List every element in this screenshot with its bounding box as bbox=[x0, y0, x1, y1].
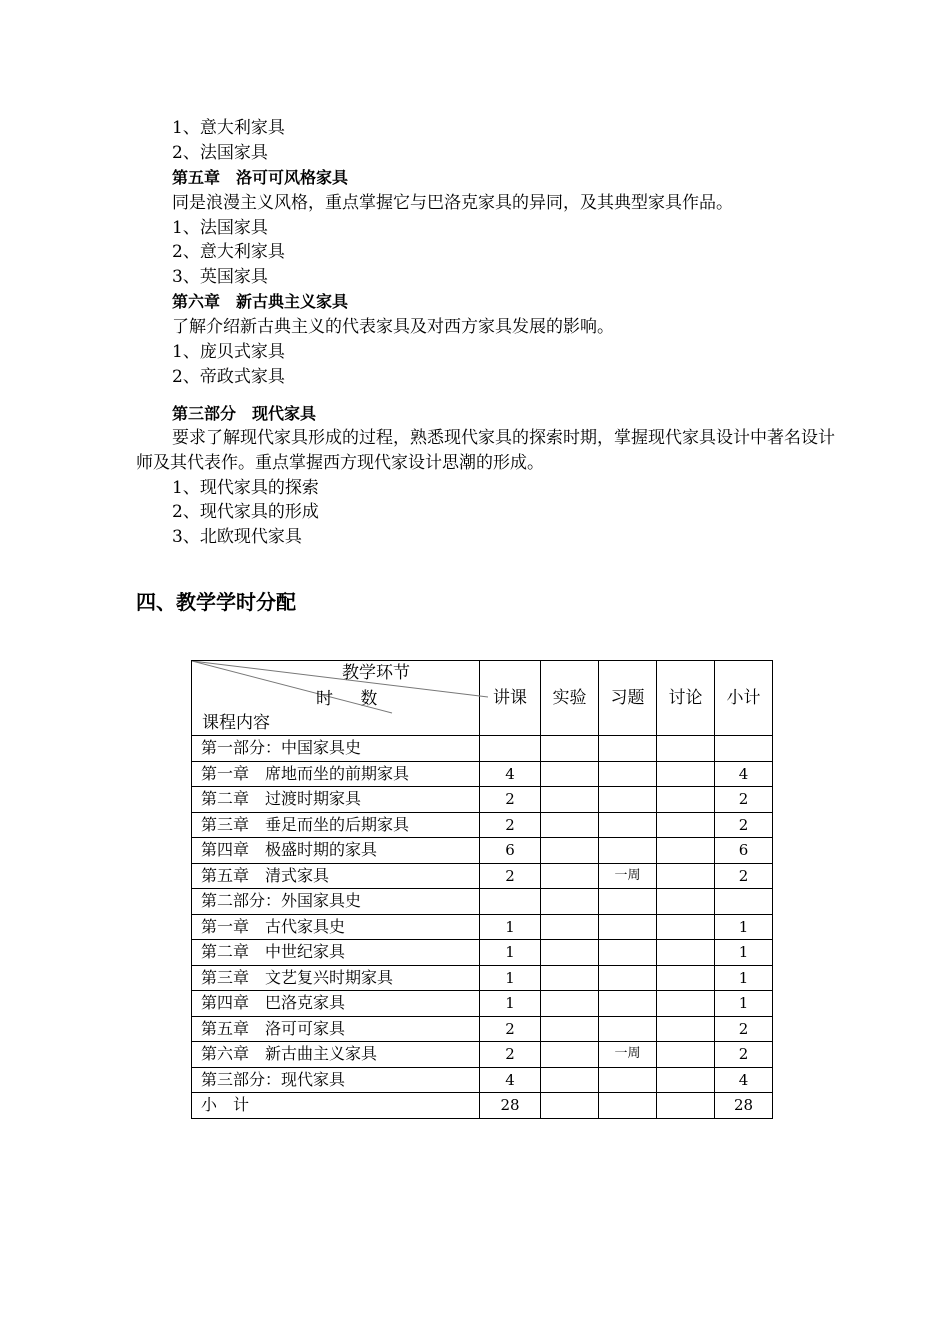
cell-lecture: 2 bbox=[480, 863, 541, 889]
table-row bbox=[192, 838, 773, 864]
row-label: 小 计 bbox=[192, 1093, 480, 1119]
list-item: 2、现代家具的形成 bbox=[172, 502, 319, 522]
header-diag-bottom: 课程内容 bbox=[202, 713, 270, 733]
row-label: 第一章 古代家具史 bbox=[192, 914, 480, 940]
section-heading: 四、教学学时分配 bbox=[136, 590, 296, 614]
chapter-description: 同是浪漫主义风格，重点掌握它与巴洛克家具的异同，及其典型家具作品。 bbox=[172, 193, 733, 213]
table-row bbox=[192, 1093, 773, 1119]
cell-discussion bbox=[657, 761, 715, 787]
row-label: 第五章 洛可可家具 bbox=[192, 1016, 480, 1042]
cell-lab bbox=[541, 965, 599, 991]
cell-exercise: 一周 bbox=[599, 1042, 657, 1068]
header-diag-mid: 时 数 bbox=[316, 689, 378, 709]
cell-lab bbox=[541, 1016, 599, 1042]
cell-lecture: 1 bbox=[480, 991, 541, 1017]
cell-discussion bbox=[657, 889, 715, 915]
cell-lecture: 2 bbox=[480, 787, 541, 813]
cell-subtotal bbox=[715, 889, 773, 915]
row-label: 第五章 清式家具 bbox=[192, 863, 480, 889]
table-row bbox=[192, 914, 773, 940]
cell-exercise bbox=[599, 1067, 657, 1093]
cell-discussion bbox=[657, 1016, 715, 1042]
cell-discussion bbox=[657, 965, 715, 991]
cell-exercise bbox=[599, 761, 657, 787]
table-row bbox=[192, 965, 773, 991]
cell-exercise bbox=[599, 991, 657, 1017]
cell-lecture: 4 bbox=[480, 1067, 541, 1093]
cell-lecture: 1 bbox=[480, 914, 541, 940]
list-item: 1、意大利家具 bbox=[172, 118, 285, 138]
cell-subtotal: 2 bbox=[715, 1042, 773, 1068]
table-row bbox=[192, 1042, 773, 1068]
cell-subtotal: 6 bbox=[715, 838, 773, 864]
cell-subtotal: 2 bbox=[715, 863, 773, 889]
list-item: 1、庞贝式家具 bbox=[172, 342, 285, 362]
cell-lecture: 1 bbox=[480, 940, 541, 966]
cell-lab bbox=[541, 914, 599, 940]
cell-subtotal: 4 bbox=[715, 1067, 773, 1093]
cell-lecture: 4 bbox=[480, 761, 541, 787]
cell-lab bbox=[541, 838, 599, 864]
cell-subtotal: 1 bbox=[715, 914, 773, 940]
cell-discussion bbox=[657, 838, 715, 864]
cell-discussion bbox=[657, 787, 715, 813]
col-header-discussion: 讨论 bbox=[657, 661, 715, 736]
row-label: 第二部分：外国家具史 bbox=[192, 889, 480, 915]
cell-discussion bbox=[657, 812, 715, 838]
cell-exercise bbox=[599, 889, 657, 915]
row-label: 第六章 新古曲主义家具 bbox=[192, 1042, 480, 1068]
cell-lab bbox=[541, 940, 599, 966]
table-row bbox=[192, 991, 773, 1017]
table-row bbox=[192, 940, 773, 966]
cell-lecture: 6 bbox=[480, 838, 541, 864]
col-header-exercise: 习题 bbox=[599, 661, 657, 736]
cell-discussion bbox=[657, 991, 715, 1017]
chapter-description: 了解介绍新古典主义的代表家具及对西方家具发展的影响。 bbox=[172, 317, 614, 337]
cell-subtotal: 2 bbox=[715, 812, 773, 838]
chapter-heading: 第六章 新古典主义家具 bbox=[172, 292, 349, 311]
cell-lab bbox=[541, 863, 599, 889]
cell-subtotal: 2 bbox=[715, 787, 773, 813]
cell-lecture: 1 bbox=[480, 965, 541, 991]
list-item: 1、现代家具的探索 bbox=[172, 478, 319, 498]
cell-lecture: 2 bbox=[480, 1016, 541, 1042]
cell-exercise: 一周 bbox=[599, 863, 657, 889]
table-row bbox=[192, 812, 773, 838]
cell-subtotal: 1 bbox=[715, 965, 773, 991]
cell-subtotal: 1 bbox=[715, 940, 773, 966]
list-item: 2、意大利家具 bbox=[172, 242, 285, 262]
cell-discussion bbox=[657, 1067, 715, 1093]
table-header-row bbox=[192, 661, 773, 736]
col-header-lab: 实验 bbox=[541, 661, 599, 736]
cell-lab bbox=[541, 889, 599, 915]
cell-exercise bbox=[599, 787, 657, 813]
col-header-lecture: 讲课 bbox=[480, 661, 541, 736]
cell-discussion bbox=[657, 736, 715, 762]
cell-lecture bbox=[480, 736, 541, 762]
diagonal-header-cell bbox=[192, 661, 480, 736]
part-description bbox=[136, 426, 836, 476]
cell-discussion bbox=[657, 914, 715, 940]
cell-lecture: 2 bbox=[480, 1042, 541, 1068]
cell-lab bbox=[541, 761, 599, 787]
row-label: 第三章 垂足而坐的后期家具 bbox=[192, 812, 480, 838]
cell-exercise bbox=[599, 812, 657, 838]
list-item: 3、英国家具 bbox=[172, 267, 268, 287]
cell-subtotal: 2 bbox=[715, 1016, 773, 1042]
row-label: 第三章 文艺复兴时期家具 bbox=[192, 965, 480, 991]
part-description-text: 要求了解现代家具形成的过程，熟悉现代家具的探索时期，掌握现代家具设计中著名设计师及其代表作。重点掌握西方现代家设计思潮的形成。 bbox=[136, 428, 835, 473]
cell-subtotal: 1 bbox=[715, 991, 773, 1017]
cell-discussion bbox=[657, 940, 715, 966]
cell-exercise bbox=[599, 965, 657, 991]
cell-lecture bbox=[480, 889, 541, 915]
row-label: 第一章 席地而坐的前期家具 bbox=[192, 761, 480, 787]
table-row bbox=[192, 761, 773, 787]
list-item: 1、法国家具 bbox=[172, 218, 268, 238]
col-header-subtotal: 小计 bbox=[715, 661, 773, 736]
cell-lab bbox=[541, 991, 599, 1017]
row-label: 第二章 中世纪家具 bbox=[192, 940, 480, 966]
cell-discussion bbox=[657, 863, 715, 889]
row-label: 第二章 过渡时期家具 bbox=[192, 787, 480, 813]
chapter-heading: 第五章 洛可可风格家具 bbox=[172, 168, 349, 187]
table-row bbox=[192, 1067, 773, 1093]
row-label: 第三部分：现代家具 bbox=[192, 1067, 480, 1093]
cell-subtotal: 28 bbox=[715, 1093, 773, 1119]
cell-lab bbox=[541, 1067, 599, 1093]
cell-lab bbox=[541, 736, 599, 762]
table-row bbox=[192, 787, 773, 813]
table-row bbox=[192, 736, 773, 762]
list-item: 2、帝政式家具 bbox=[172, 367, 285, 387]
cell-subtotal: 4 bbox=[715, 761, 773, 787]
cell-subtotal bbox=[715, 736, 773, 762]
table-row bbox=[192, 863, 773, 889]
part-heading: 第三部分 现代家具 bbox=[172, 404, 317, 423]
row-label: 第一部分：中国家具史 bbox=[192, 736, 480, 762]
header-diag-top: 教学环节 bbox=[342, 663, 410, 683]
cell-exercise bbox=[599, 838, 657, 864]
table-row bbox=[192, 889, 773, 915]
cell-lab bbox=[541, 812, 599, 838]
cell-lecture: 2 bbox=[480, 812, 541, 838]
table-body bbox=[192, 736, 773, 1119]
hours-table bbox=[191, 660, 773, 1119]
cell-lab bbox=[541, 787, 599, 813]
list-item: 3、北欧现代家具 bbox=[172, 527, 302, 547]
row-label: 第四章 极盛时期的家具 bbox=[192, 838, 480, 864]
cell-discussion bbox=[657, 1093, 715, 1119]
cell-exercise bbox=[599, 914, 657, 940]
table-row bbox=[192, 1016, 773, 1042]
cell-discussion bbox=[657, 1042, 715, 1068]
cell-exercise bbox=[599, 1093, 657, 1119]
cell-exercise bbox=[599, 736, 657, 762]
cell-lecture: 28 bbox=[480, 1093, 541, 1119]
cell-exercise bbox=[599, 940, 657, 966]
list-item: 2、法国家具 bbox=[172, 143, 268, 163]
cell-lab bbox=[541, 1093, 599, 1119]
row-label: 第四章 巴洛克家具 bbox=[192, 991, 480, 1017]
cell-lab bbox=[541, 1042, 599, 1068]
cell-exercise bbox=[599, 1016, 657, 1042]
